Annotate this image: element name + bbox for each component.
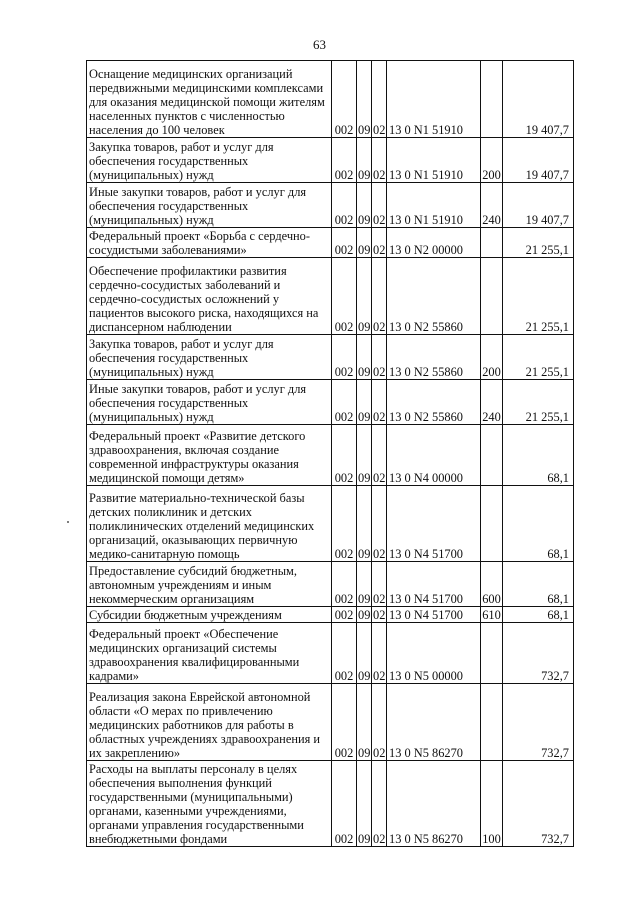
row-target-cell: 13 0 N4 51700 <box>387 486 481 562</box>
row-section-cell: 09 <box>357 228 372 258</box>
table-row <box>87 335 574 380</box>
row-target-cell: 13 0 N5 00000 <box>387 623 481 684</box>
row-grbs-cell: 002 <box>332 425 357 486</box>
row-subsection-cell: 02 <box>373 608 386 622</box>
row-name-cell: Предоставление субсидий бюджетным, автономным учреждениям и иным некоммерческим организациям <box>87 562 332 607</box>
row-grbs-cell: 002 <box>332 335 357 380</box>
row-name-cell: Закупка товаров, работ и услуг для обеспечения государственных (муниципальных) нужд <box>87 138 332 183</box>
row-subsection-cell: 02 <box>372 183 387 228</box>
row-amount-cell: 68,1 <box>503 607 574 623</box>
row-section-cell: 09 <box>357 486 372 562</box>
row-expense-type-cell <box>481 623 503 684</box>
row-expense-type-cell: 240 <box>481 183 503 228</box>
row-expense-type-cell: 240 <box>481 380 503 425</box>
row-amount-cell: 732,7 <box>503 684 574 761</box>
row-amount-cell: 19 407,7 <box>503 138 574 183</box>
row-target-cell: 13 0 N4 51700 <box>387 607 481 623</box>
row-target-cell: 13 0 N5 86270 <box>387 684 481 761</box>
table-row <box>87 380 574 425</box>
row-grbs-cell: 002 <box>332 607 357 623</box>
row-expense-type-cell: 100 <box>481 761 503 847</box>
table-row <box>87 183 574 228</box>
row-amount-cell: 21 255,1 <box>503 335 574 380</box>
row-target-cell: 13 0 N2 00000 <box>387 228 481 258</box>
row-subsection-cell: 02 <box>372 486 387 562</box>
row-section-cell: 09 <box>357 761 372 847</box>
row-grbs-cell: 002 <box>332 183 357 228</box>
row-expense-type-cell: 200 <box>481 138 503 183</box>
table-row <box>87 761 574 847</box>
row-section-cell: 09 <box>357 425 372 486</box>
row-name-cell: Оснащение медицинских организаций передвижными медицинскими комплексами для оказания медицинской помощи жителям населенных пунктов с численностью населения до 100 человек <box>87 61 332 138</box>
row-name-cell: Расходы на выплаты персоналу в целях обеспечения выполнения функций государственными (муниципальными) органами, казенными учреждениями, органами управления государственными внебюджетными фондами <box>87 761 332 847</box>
row-grbs-cell: 002 <box>332 380 357 425</box>
row-subsection-cell: 02 <box>372 684 387 761</box>
page-number: 63 <box>313 37 326 52</box>
table-row <box>87 486 574 562</box>
row-subsection-cell: 02 <box>372 61 387 138</box>
table-row <box>87 623 574 684</box>
row-name-cell: Закупка товаров, работ и услуг для обеспечения государственных (муниципальных) нужд <box>87 335 332 380</box>
row-expense-type-cell: 600 <box>481 562 503 607</box>
row-name-cell: Федеральный проект «Обеспечение медицинских организаций системы здравоохранения квалифицированными кадрами» <box>87 623 332 684</box>
row-grbs-cell: 002 <box>332 486 357 562</box>
row-expense-type-cell <box>481 425 503 486</box>
row-expense-type-cell <box>481 61 503 138</box>
row-subsection-cell: 02 <box>372 138 387 183</box>
row-expense-type-cell <box>481 486 503 562</box>
row-amount-cell: 68,1 <box>503 562 574 607</box>
row-name-cell: Федеральный проект «Борьба с сердечно-сосудистыми заболеваниями» <box>87 228 332 258</box>
row-expense-type-cell <box>481 684 503 761</box>
row-target-cell: 13 0 N2 55860 <box>387 335 481 380</box>
row-amount-cell: 68,1 <box>503 486 574 562</box>
row-section-cell: 09 <box>357 562 372 607</box>
row-subsection-cell: 02 <box>372 228 387 258</box>
row-target-cell: 13 0 N2 55860 <box>387 258 481 335</box>
row-amount-cell: 21 255,1 <box>503 228 574 258</box>
row-target-cell: 13 0 N1 51910 <box>387 183 481 228</box>
row-subsection-cell: 02 <box>372 380 387 425</box>
row-target-cell: 13 0 N1 51910 <box>387 61 481 138</box>
row-amount-cell: 68,1 <box>503 425 574 486</box>
row-section-cell: 09 <box>357 684 372 761</box>
row-grbs-cell: 002 <box>332 623 357 684</box>
row-section-cell: 09 <box>357 138 372 183</box>
row-section-cell: 09 <box>357 335 372 380</box>
row-section-cell: 09 <box>357 183 372 228</box>
table-row <box>87 425 574 486</box>
row-subsection-cell: 02 <box>372 425 387 486</box>
row-expense-type-cell <box>481 228 503 258</box>
row-subsection-cell: 02 <box>372 258 387 335</box>
row-name-cell: Иные закупки товаров, работ и услуг для обеспечения государственных (муниципальных) нужд <box>87 380 332 425</box>
row-name-cell: Реализация закона Еврейской автономной области «О мерах по привлечению медицинских работников для работы в областных учреждениях здравоохранения и их закреплению» <box>87 684 332 761</box>
scan-speck <box>67 521 69 523</box>
row-subsection-cell: 02 <box>372 562 387 607</box>
row-target-cell: 13 0 N4 00000 <box>387 425 481 486</box>
row-amount-cell: 19 407,7 <box>503 61 574 138</box>
row-target-cell: 13 0 N2 55860 <box>387 380 481 425</box>
row-grbs-cell: 002 <box>332 138 357 183</box>
table-row <box>87 258 574 335</box>
row-target-cell: 13 0 N4 51700 <box>387 562 481 607</box>
row-grbs-cell: 002 <box>332 562 357 607</box>
row-section-cell: 09 <box>358 608 371 622</box>
row-name-cell: Федеральный проект «Развитие детского здравоохранения, включая создание современной инфраструктуры оказания медицинской помощи детям» <box>87 425 332 486</box>
row-amount-cell: 21 255,1 <box>503 380 574 425</box>
row-subsection-cell: 02 <box>372 335 387 380</box>
row-section-cell: 09 <box>357 61 372 138</box>
row-expense-type-cell <box>481 258 503 335</box>
table-row <box>87 228 574 258</box>
row-name-cell: Иные закупки товаров, работ и услуг для обеспечения государственных (муниципальных) нужд <box>87 183 332 228</box>
table-row <box>87 562 574 607</box>
row-subsection-cell: 02 <box>372 623 387 684</box>
row-name-cell: Субсидии бюджетным учреждениям <box>87 607 332 623</box>
row-target-cell: 13 0 N1 51910 <box>387 138 481 183</box>
row-amount-cell: 21 255,1 <box>503 258 574 335</box>
row-section-cell: 09 <box>357 380 372 425</box>
row-expense-type-cell: 610 <box>482 608 501 622</box>
table-row <box>87 607 574 623</box>
row-grbs-cell: 002 <box>332 761 357 847</box>
row-section-cell: 09 <box>357 623 372 684</box>
row-grbs-cell: 002 <box>332 61 357 138</box>
row-expense-type-cell: 200 <box>481 335 503 380</box>
row-amount-cell: 732,7 <box>503 761 574 847</box>
row-amount-cell: 732,7 <box>503 623 574 684</box>
budget-table <box>86 60 574 847</box>
row-section-cell: 09 <box>357 258 372 335</box>
row-name-cell: Обеспечение профилактики развития сердечно-сосудистых заболеваний и сердечно-сосудистых осложнений у пациентов высокого риска, находящихся на диспансерном наблюдении <box>87 258 332 335</box>
table-row <box>87 138 574 183</box>
row-grbs-cell: 002 <box>332 228 357 258</box>
row-subsection-cell: 02 <box>372 761 387 847</box>
row-grbs-cell: 002 <box>332 684 357 761</box>
row-amount-cell: 19 407,7 <box>503 183 574 228</box>
table-row <box>87 61 574 138</box>
row-target-cell: 13 0 N5 86270 <box>387 761 481 847</box>
table-row <box>87 684 574 761</box>
row-name-cell: Развитие материально-технической базы детских поликлиник и детских поликлинических отделений медицинских организаций, оказывающих первичную медико-санитарную помощь <box>87 486 332 562</box>
row-grbs-cell: 002 <box>332 258 357 335</box>
